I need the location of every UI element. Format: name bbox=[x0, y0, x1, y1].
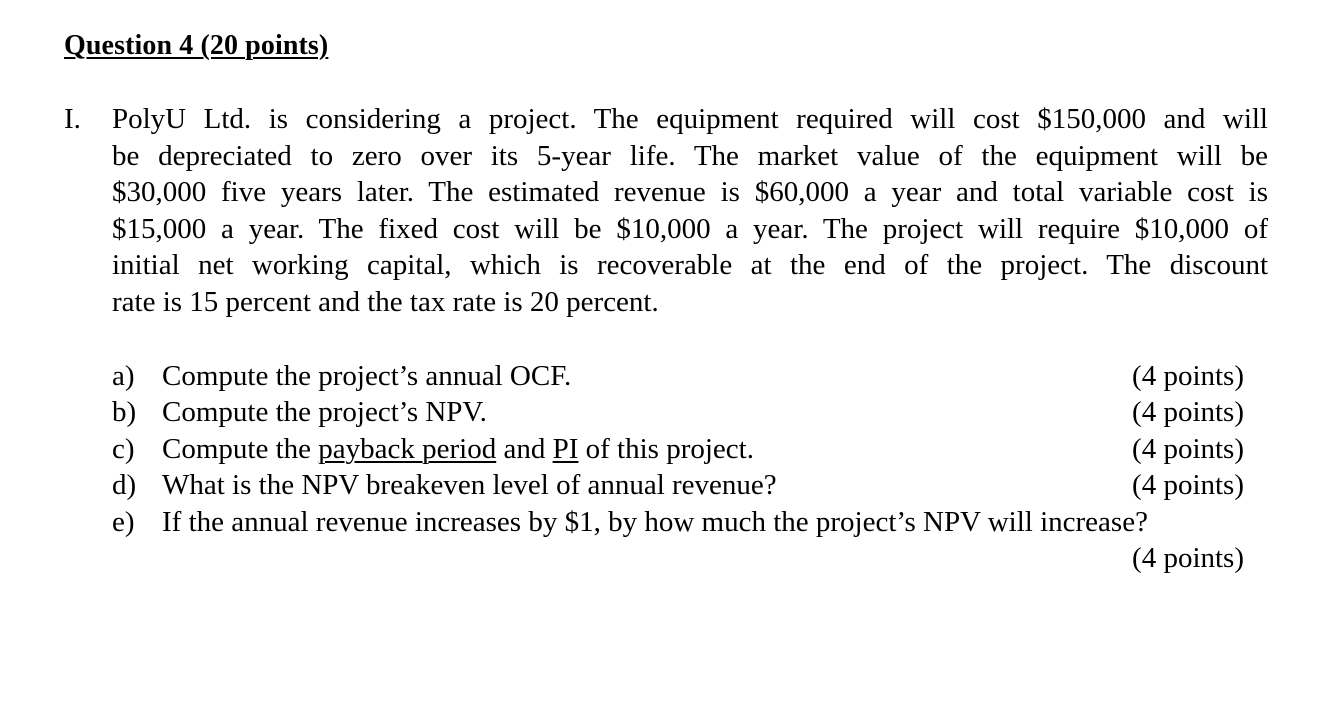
problem-line: $30,000 five years later. The estimated revenue is $60,000 a year and total variable cost is bbox=[112, 176, 1268, 209]
pi-term: PI bbox=[552, 432, 579, 465]
subquestion-text bbox=[162, 431, 754, 467]
part-numeral: I. bbox=[64, 103, 81, 135]
subquestion-text-part: of this project. bbox=[578, 432, 754, 465]
subquestion-text: Compute the project’s NPV. bbox=[162, 396, 487, 429]
subquestion-points: (4 points) bbox=[1132, 541, 1244, 574]
subquestion-text-part: Compute the bbox=[162, 432, 319, 465]
subquestion-points: (4 points) bbox=[1132, 432, 1244, 465]
question-title: Question 4 (20 points) bbox=[64, 30, 329, 61]
problem-line: PolyU Ltd. is considering a project. The equipment required will cost $150,000 and will bbox=[112, 103, 1268, 135]
subquestion-text: If the annual revenue increases by $1, by how much the project’s NPV will increase? bbox=[162, 505, 1148, 538]
subquestion-points: (4 points) bbox=[1132, 469, 1244, 502]
subquestion-list bbox=[112, 358, 1248, 574]
subquestion-text: Compute the project’s annual OCF. bbox=[162, 360, 572, 392]
subquestion-c bbox=[112, 431, 1248, 467]
problem-statement bbox=[112, 101, 1268, 321]
subquestion-d bbox=[112, 467, 1248, 503]
subquestion-letter: e) bbox=[112, 505, 135, 538]
subquestion-text-part: and bbox=[496, 432, 553, 465]
subquestion-points: (4 points) bbox=[1132, 360, 1244, 392]
subquestion-letter: a) bbox=[112, 360, 135, 392]
problem-line: $15,000 a year. The fixed cost will be $10,000 a year. The project will require $10,000 of bbox=[112, 212, 1268, 245]
subquestion-e bbox=[112, 504, 1248, 574]
subquestion-a bbox=[112, 358, 1248, 394]
problem-line: initial net working capital, which is recoverable at the end of the project. The discount bbox=[112, 249, 1268, 282]
subquestion-letter: c) bbox=[112, 432, 135, 465]
subquestion-letter: d) bbox=[112, 469, 137, 502]
subquestion-b bbox=[112, 394, 1248, 430]
subquestion-points: (4 points) bbox=[1132, 396, 1244, 429]
problem-line: be depreciated to zero over its 5-year life. The market value of the equipment will be bbox=[112, 139, 1268, 172]
subquestion-text: What is the NPV breakeven level of annual revenue? bbox=[162, 469, 777, 502]
problem-line: rate is 15 percent and the tax rate is 20 percent. bbox=[112, 285, 659, 318]
subquestion-letter: b) bbox=[112, 396, 137, 429]
payback-period-term: payback period bbox=[318, 432, 497, 465]
